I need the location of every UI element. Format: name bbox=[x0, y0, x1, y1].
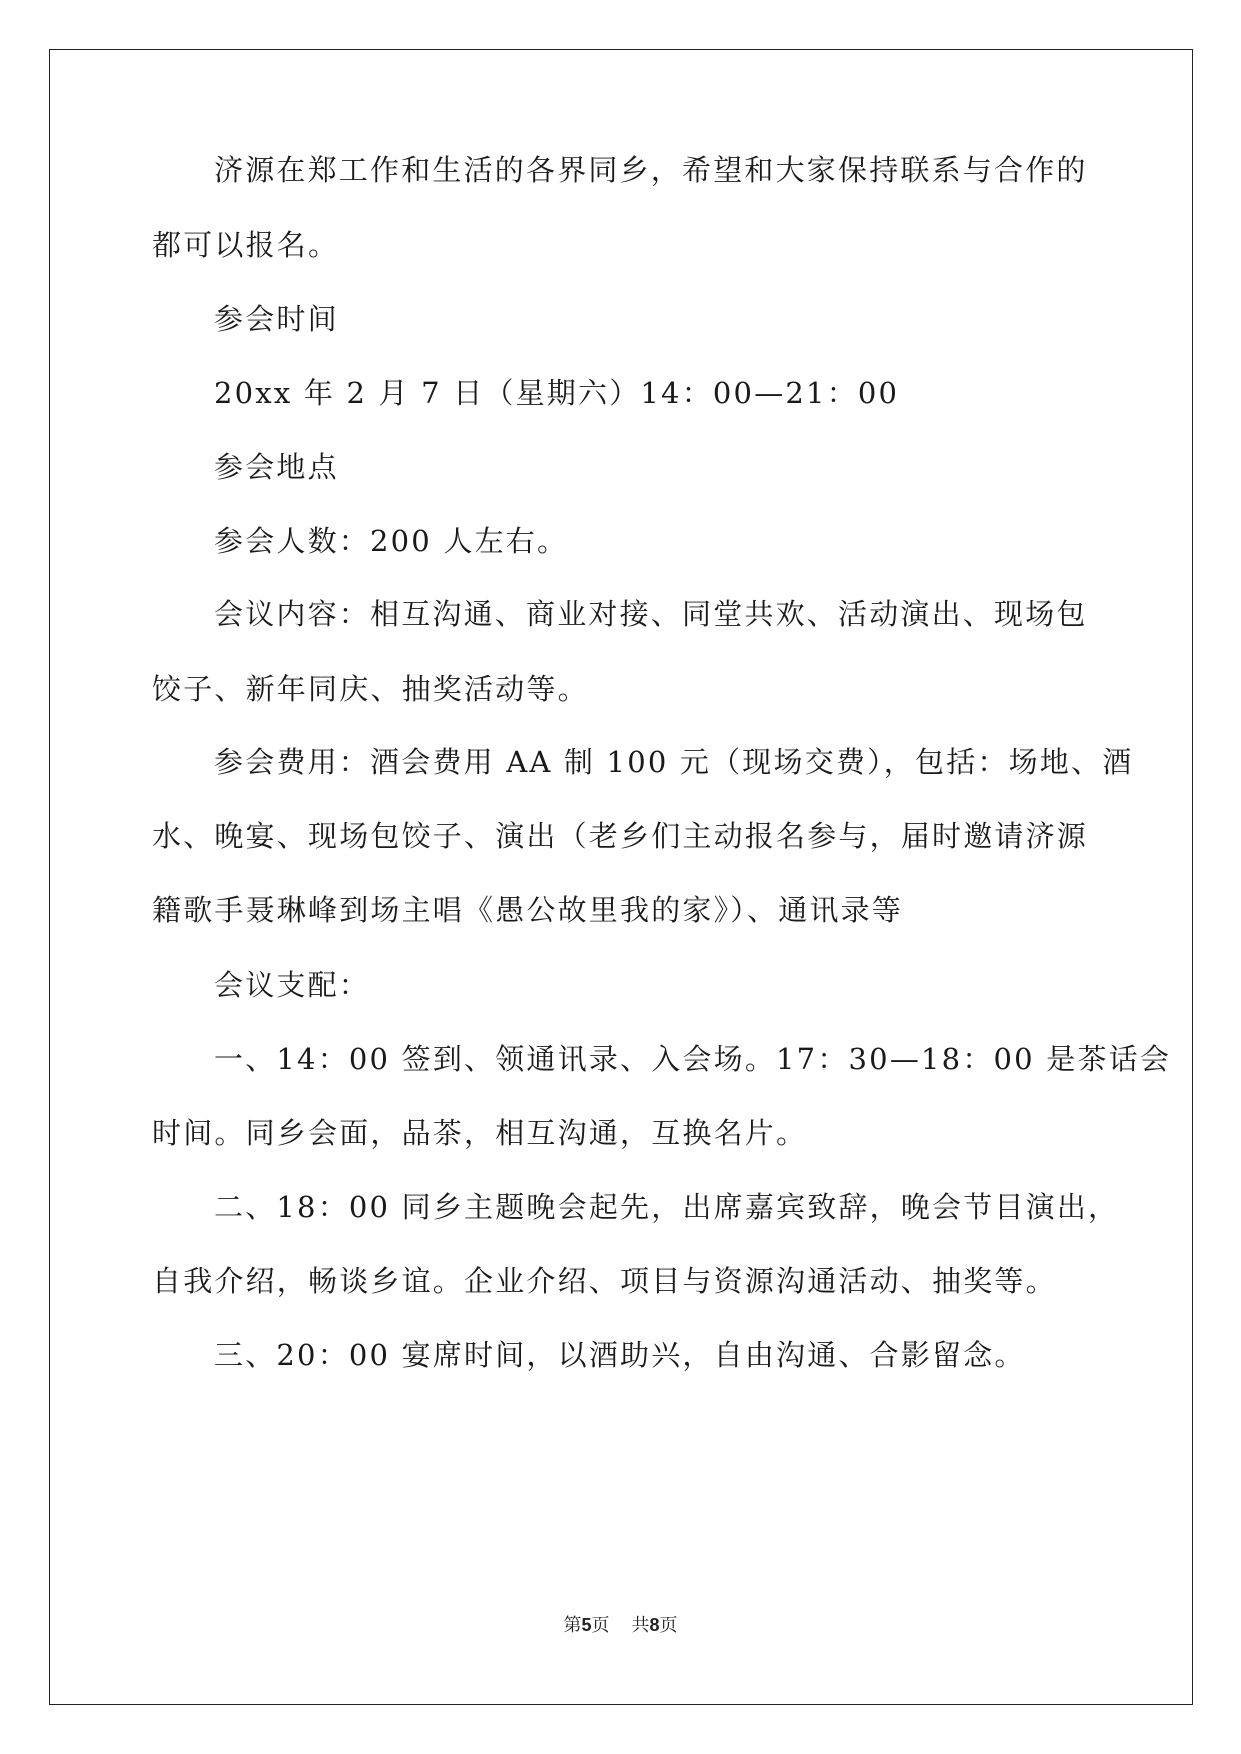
paragraph-line: 饺子、新年同庆、抽奖活动等。 bbox=[152, 672, 589, 706]
section-heading: 参会地点 bbox=[214, 450, 339, 484]
paragraph-line: 会议内容：相互沟通、商业对接、同堂共欢、活动演出、现场包 bbox=[214, 597, 1088, 631]
paragraph-line: 一、14：00 签到、领通讯录、入会场。17：30—18：00 是茶话会 bbox=[214, 1042, 1172, 1076]
paragraph-line: 籍歌手聂琳峰到场主唱《愚公故里我的家》）、通讯录等 bbox=[152, 893, 904, 927]
page-border bbox=[49, 49, 1193, 1705]
paragraph-line: 济源在郑工作和生活的各界同乡，希望和大家保持联系与合作的 bbox=[214, 153, 1088, 187]
total-suffix: 页 bbox=[659, 1615, 678, 1636]
paragraph-line: 都可以报名。 bbox=[152, 228, 340, 262]
page-prefix: 第 bbox=[563, 1615, 582, 1636]
paragraph-line: 参会费用：酒会费用 AA 制 100 元（现场交费），包括：场地、酒 bbox=[214, 745, 1134, 779]
paragraph-line: 20xx 年 2 月 7 日（星期六）14：00—21：00 bbox=[214, 376, 900, 410]
paragraph-line: 二、18：00 同乡主题晚会起先，出席嘉宾致辞，晚会节目演出， bbox=[214, 1190, 1120, 1224]
section-heading: 会议支配： bbox=[214, 968, 371, 1002]
page-footer bbox=[0, 1613, 1241, 1638]
section-heading: 参会时间 bbox=[214, 302, 339, 336]
paragraph-line: 自我介绍，畅谈乡谊。企业介绍、项目与资源沟通活动、抽奖等。 bbox=[152, 1264, 1057, 1298]
paragraph-line: 水、晚宴、现场包饺子、演出（老乡们主动报名参与，届时邀请济源 bbox=[152, 819, 1089, 853]
total-page-number: 8 bbox=[649, 1615, 660, 1635]
paragraph-line: 时间。同乡会面，品茶，相互沟通，互换名片。 bbox=[152, 1116, 808, 1150]
paragraph-line: 三、20：00 宴席时间，以酒助兴，自由沟通、合影留念。 bbox=[214, 1338, 1026, 1372]
total-prefix: 共 bbox=[631, 1615, 650, 1636]
page-suffix: 页 bbox=[591, 1615, 610, 1636]
paragraph-line: 参会人数：200 人左右。 bbox=[214, 524, 569, 558]
current-page-number: 5 bbox=[581, 1615, 592, 1635]
